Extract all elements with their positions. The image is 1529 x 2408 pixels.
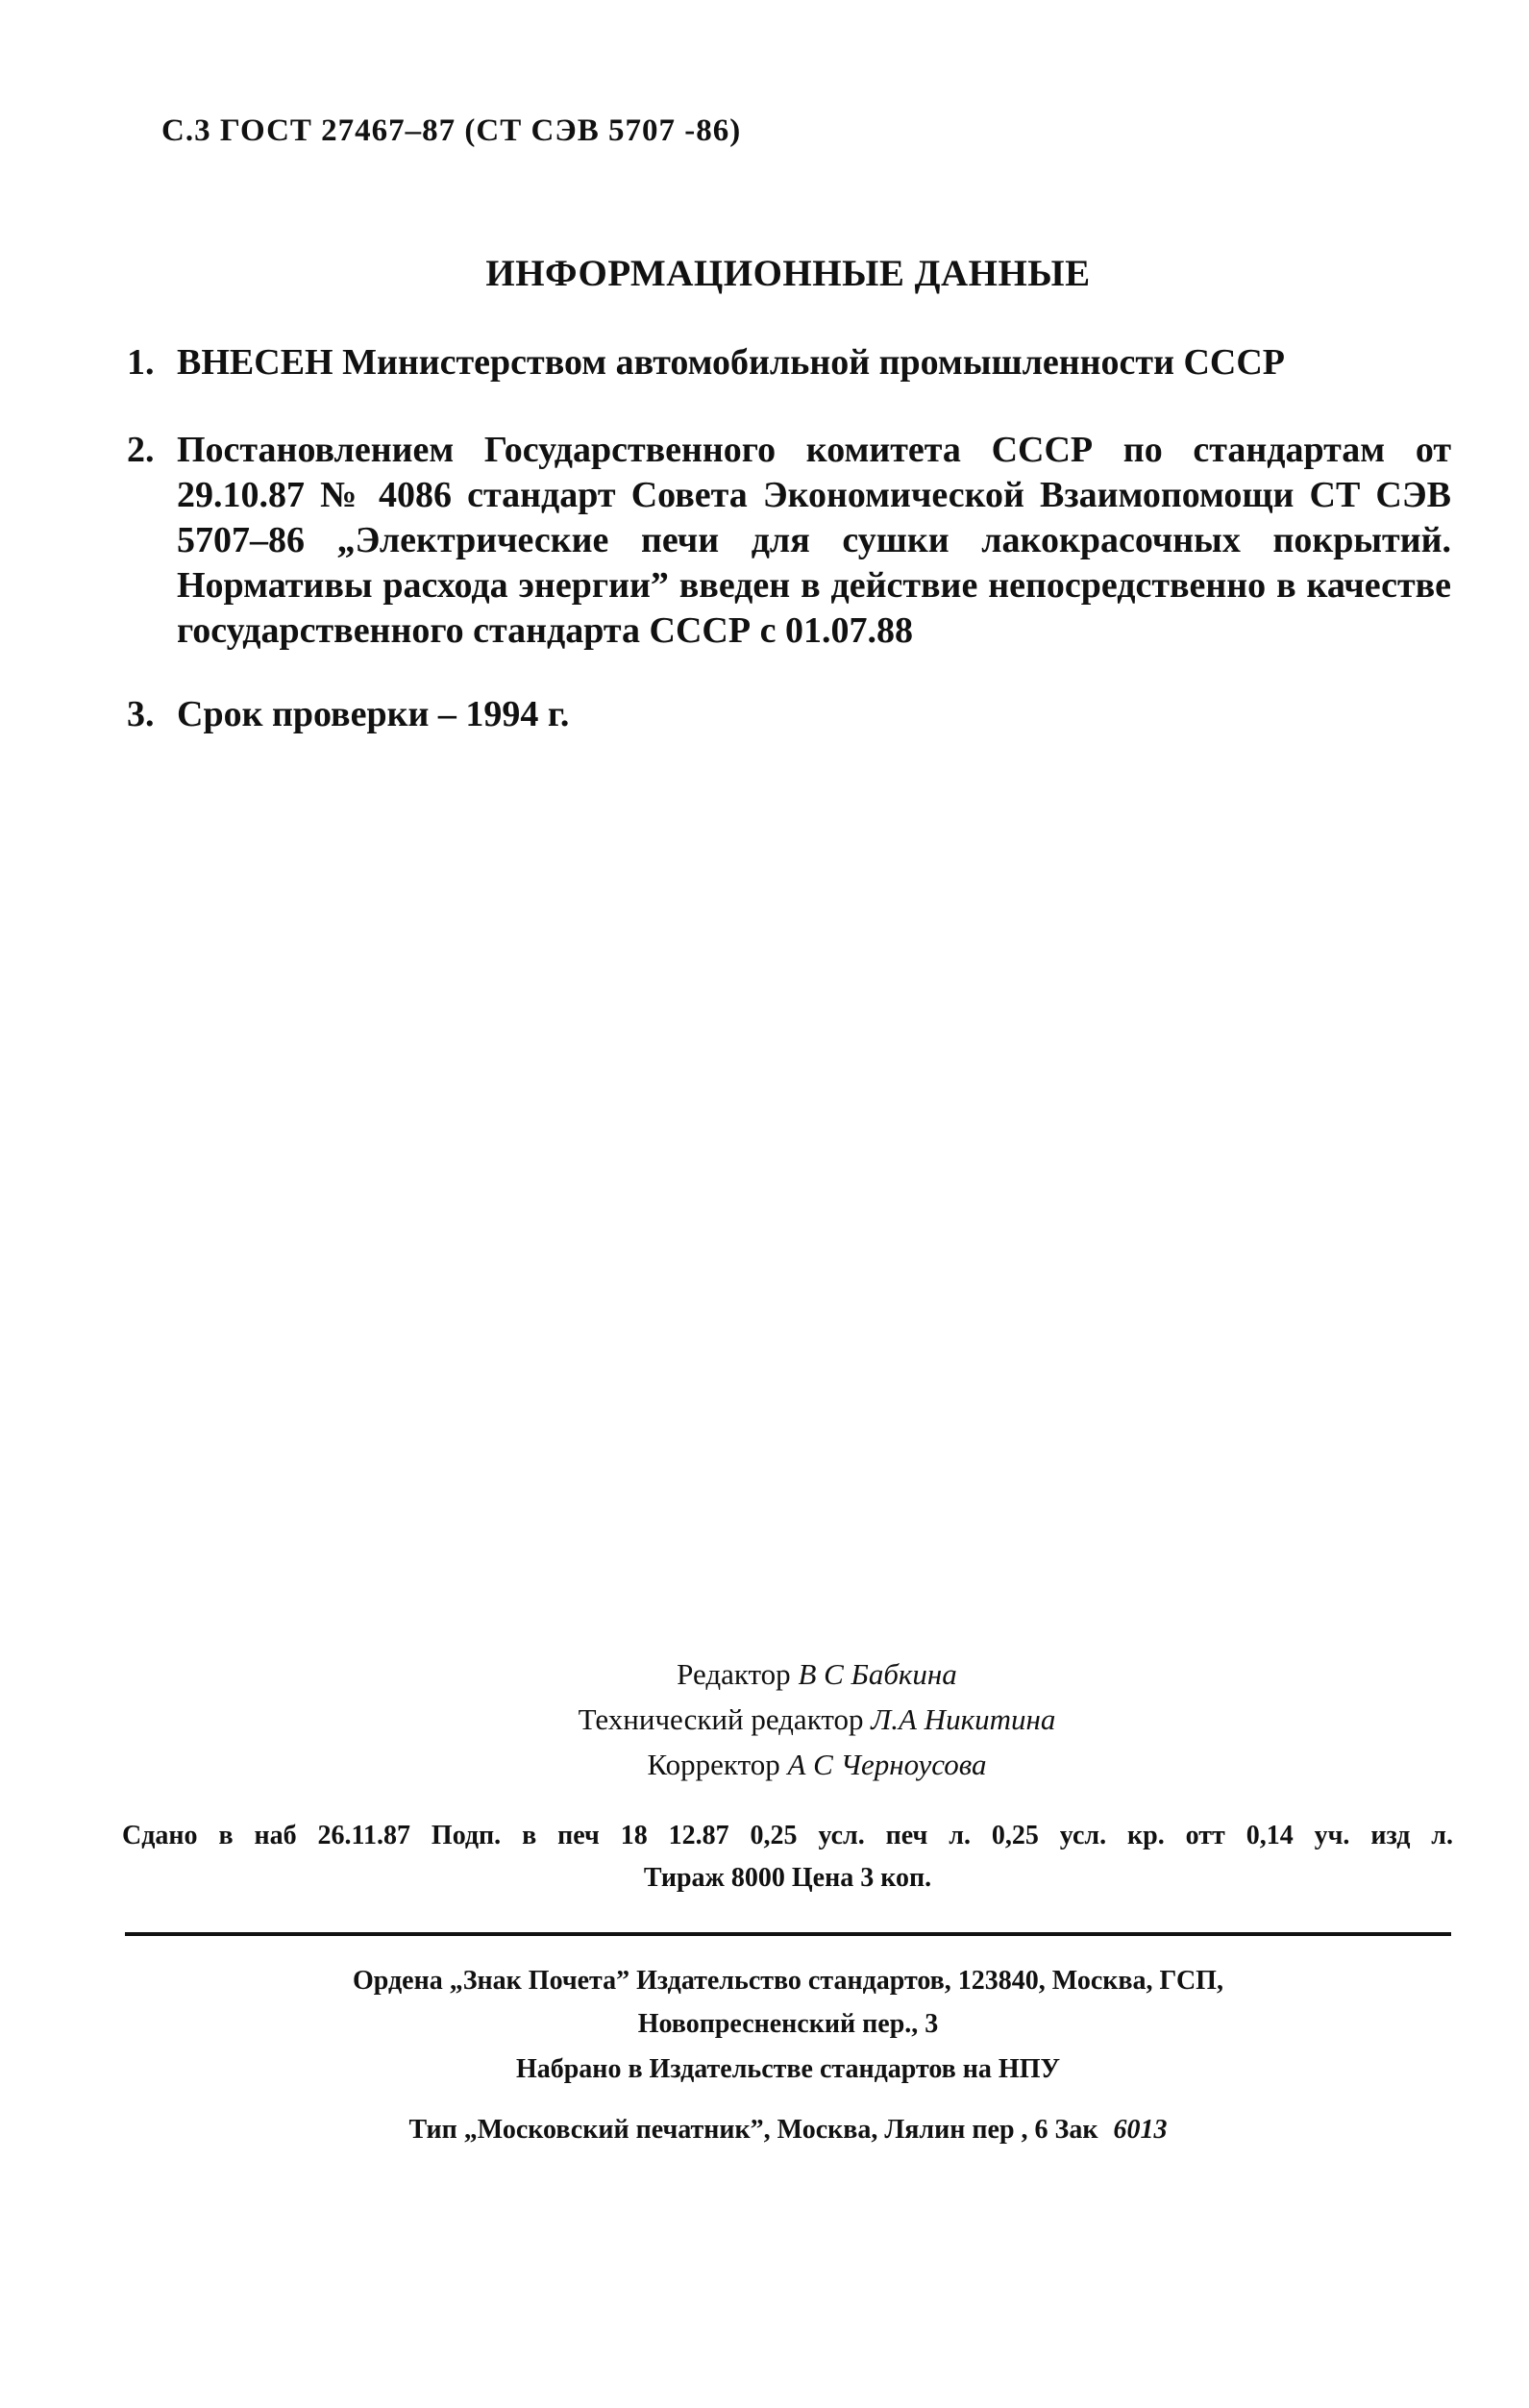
credit-role: Технический редактор	[578, 1702, 864, 1736]
printer-text: Тип „Московский печатник”, Москва, Лялин пер , 6 Зак	[408, 2115, 1098, 2145]
info-item-number: 2.	[127, 430, 155, 470]
section-title: ИНФОРМАЦИОННЫЕ ДАННЫЕ	[485, 253, 1091, 294]
info-item-text: Постановлением Государственного комитета СССР по стандартам от 29.10.87 № 4086 стандарт Совета Экономической Взаимопомощи СТ СЭВ 5707–86 „Электрические печи для сушки лакокрасочных покрытий. Нормативы расхода энергии” введен в действие непосредственно в качестве государственного стандарта СССР с 01.07.88	[177, 430, 1451, 651]
publisher-block	[0, 1959, 1529, 2046]
info-item-text: Срок проверки – 1994 г.	[177, 694, 570, 734]
info-item-2	[127, 428, 1451, 654]
credit-editor	[0, 1651, 1529, 1697]
info-item-3	[127, 692, 1451, 737]
credit-name: Л.А Никитина	[871, 1702, 1056, 1736]
print-data-block	[122, 1815, 1453, 1899]
info-item-number: 1.	[127, 342, 155, 383]
print-data-line: Сдано в наб 26.11.87 Подп. в печ 18 12.87 0,25 усл. печ л. 0,25 усл. кр. отт 0,14 уч. изд л.	[122, 1821, 1453, 1850]
info-item-number: 3.	[127, 694, 155, 734]
printer-line	[0, 2115, 1529, 2146]
horizontal-rule	[125, 1932, 1451, 1936]
credit-name: В С Бабкина	[798, 1657, 957, 1691]
publisher-line: Ордена „Знак Почета” Издательство стандартов, 123840, Москва, ГСП,	[353, 1966, 1223, 1996]
credit-tech-editor	[0, 1697, 1529, 1742]
info-item-text: ВНЕСЕН Министерством автомобильной промышленности СССР	[177, 342, 1286, 383]
order-number: 6013	[1113, 2115, 1168, 2145]
info-item-1	[127, 340, 1451, 385]
running-head: С.3 ГОСТ 27467–87 (СТ СЭВ 5707 -86)	[161, 113, 742, 148]
typeset-line: Набрано в Издательстве стандартов на НПУ	[515, 2054, 1061, 2084]
print-run-line: Тираж 8000 Цена 3 коп.	[643, 1863, 932, 1893]
publisher-address: Новопресненский пер., 3	[637, 2009, 939, 2039]
credit-name: А С Черноусова	[787, 1748, 987, 1781]
credits-block	[0, 1651, 1529, 1787]
credit-role: Редактор	[677, 1657, 791, 1691]
credit-corrector	[0, 1742, 1529, 1787]
credit-role: Корректор	[647, 1748, 780, 1781]
